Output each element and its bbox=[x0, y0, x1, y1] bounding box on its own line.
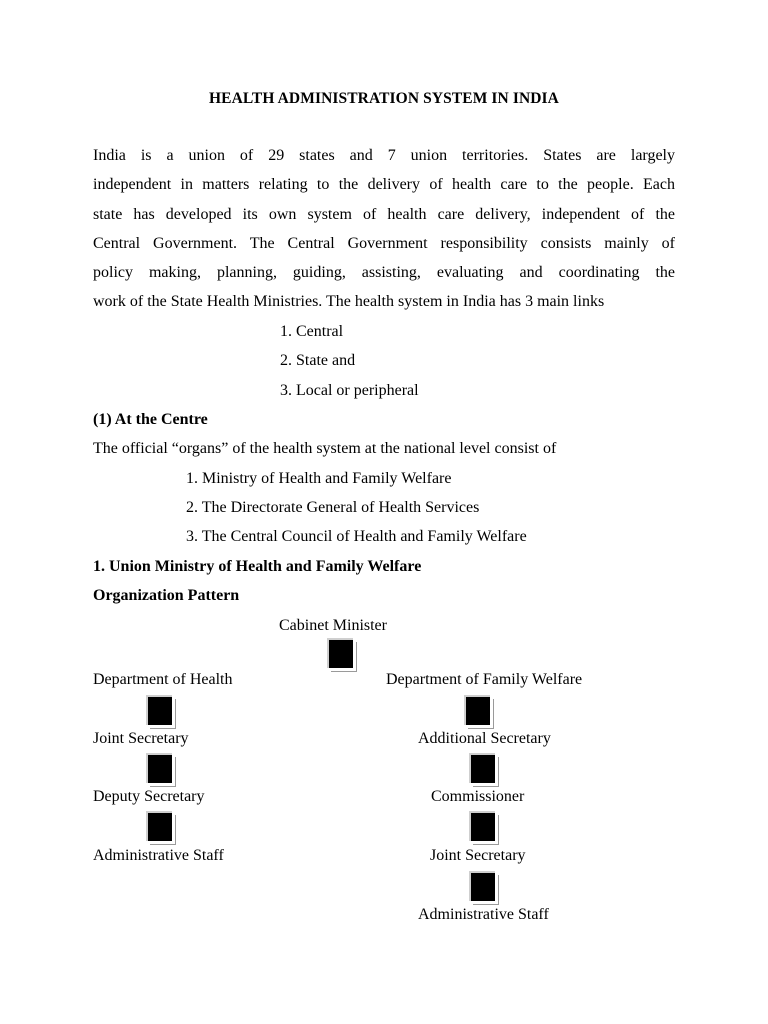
intro-line: India is a union of 29 states and 7 union territories. States are largely bbox=[93, 147, 675, 164]
organ-item: 3. The Central Council of Health and Family Welfare bbox=[186, 528, 527, 545]
link-item: 2. State and bbox=[280, 352, 356, 369]
link-item: 3. Local or peripheral bbox=[280, 382, 419, 399]
down-arrow-icon bbox=[471, 813, 495, 841]
centre-heading: (1) At the Centre bbox=[93, 411, 208, 428]
down-arrow-icon bbox=[471, 755, 495, 783]
org-node-right: Additional Secretary bbox=[418, 730, 551, 747]
ministry-heading: 1. Union Ministry of Health and Family Welfare bbox=[93, 558, 422, 575]
org-node-cabinet-minister: Cabinet Minister bbox=[279, 617, 387, 634]
org-node-left: Department of Health bbox=[93, 671, 233, 688]
down-arrow-icon bbox=[148, 755, 172, 783]
intro-paragraph bbox=[93, 146, 675, 322]
down-arrow-icon bbox=[471, 873, 495, 901]
organ-item: 1. Ministry of Health and Family Welfare bbox=[186, 470, 452, 487]
down-arrow-icon bbox=[148, 813, 172, 841]
org-node-right: Commissioner bbox=[431, 788, 525, 805]
down-arrow-icon bbox=[329, 640, 353, 668]
down-arrow-icon bbox=[148, 697, 172, 725]
org-node-right: Administrative Staff bbox=[418, 906, 549, 923]
org-node-right: Joint Secretary bbox=[430, 847, 526, 864]
intro-line: independent in matters relating to the delivery of health care to the people. Each bbox=[93, 176, 675, 194]
link-item: 1. Central bbox=[280, 323, 344, 340]
org-node-left: Joint Secretary bbox=[93, 730, 189, 747]
document-title: HEALTH ADMINISTRATION SYSTEM IN INDIA bbox=[209, 90, 559, 107]
intro-line: state has developed its own system of health care delivery, independent of the bbox=[93, 205, 675, 223]
intro-line: work of the State Health Ministries. The health system in India has 3 main links bbox=[93, 293, 605, 311]
org-node-left: Administrative Staff bbox=[93, 847, 224, 864]
org-pattern-heading: Organization Pattern bbox=[93, 587, 240, 604]
organ-item: 2. The Directorate General of Health Services bbox=[186, 499, 480, 516]
intro-line: policy making, planning, guiding, assisting, evaluating and coordinating the bbox=[93, 264, 675, 282]
down-arrow-icon bbox=[466, 697, 490, 725]
intro-line: Central Government. The Central Government responsibility consists mainly of bbox=[93, 234, 675, 252]
org-node-right: Department of Family Welfare bbox=[386, 671, 583, 688]
org-node-left: Deputy Secretary bbox=[93, 788, 205, 805]
centre-intro: The official “organs” of the health system at the national level consist of bbox=[93, 440, 557, 457]
